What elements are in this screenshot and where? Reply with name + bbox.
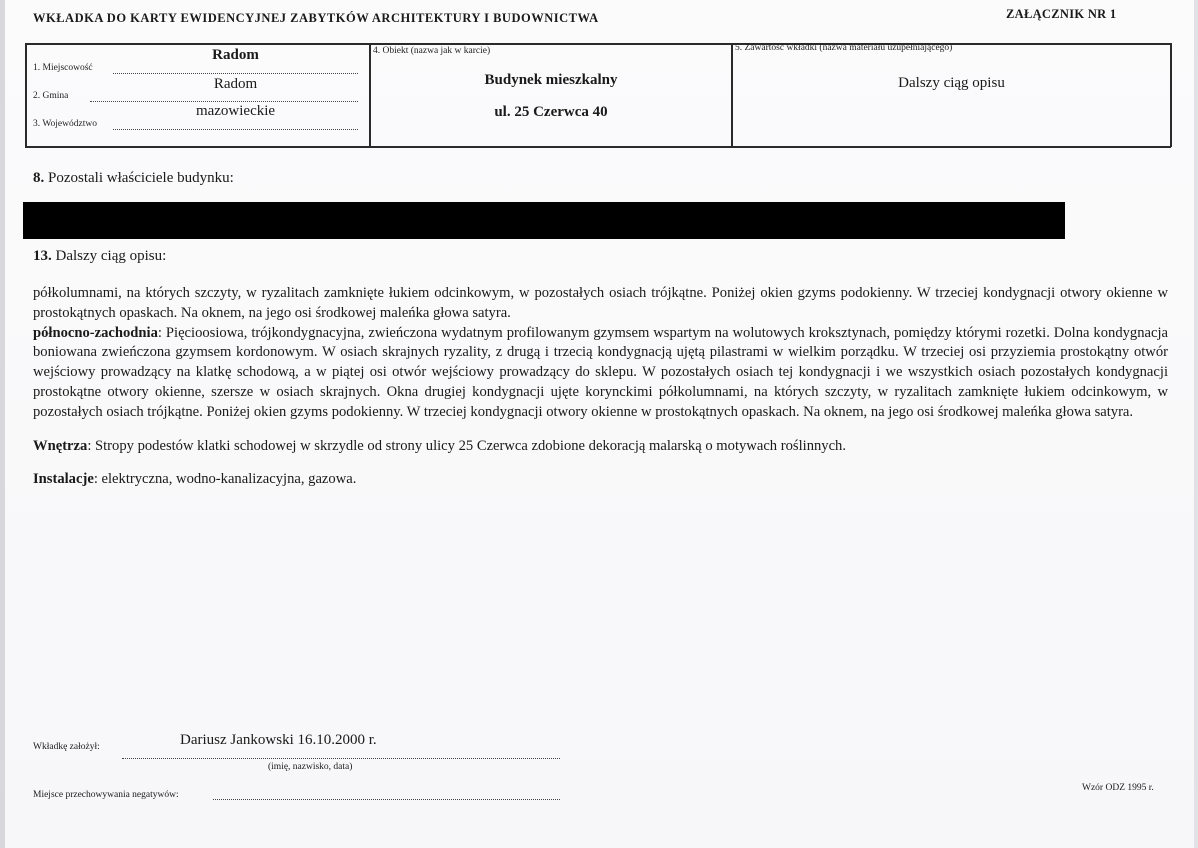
template-number: Wzór ODZ 1995 r.: [1082, 783, 1154, 793]
description-paragraph-1: półkolumnami, na których szczyty, w ryzalitach zamknięte łukiem odcinkowym, w pozostałych osiach trójkątne. Poniżej okien gzyms podokienny. W trzeciej kondygnacji otwory okienne w prostokątnych opaskach. Na oknem, na jego osi środkowej maleńka głowa satyra.: [33, 285, 1168, 321]
description-paragraph-interiors: [33, 437, 1168, 457]
installations-text: : elektryczna, wodno-kanalizacyjna, gazowa.: [93, 471, 357, 488]
section-8-label: Pozostali właściciele budynku:: [44, 170, 234, 186]
description-paragraph-installations: [33, 470, 1168, 490]
description-body: [33, 284, 1168, 490]
box-bottom-line: [25, 146, 1171, 148]
box-right-line: [1170, 43, 1172, 147]
locality-dotted-line: [113, 73, 358, 74]
contents-value: Dalszy ciąg opisu: [898, 75, 1005, 91]
object-name: Budynek mieszkalny: [484, 72, 618, 88]
locality-value: Radom: [212, 47, 259, 63]
section-8-number: 8.: [33, 170, 45, 186]
facade-heading: północno-zachodnia: [33, 324, 158, 341]
box-divider-1: [369, 43, 371, 147]
section-13-label: Dalszy ciąg opisu:: [51, 248, 167, 264]
author-dotted-line: [122, 758, 560, 759]
installations-heading: Instalacje: [33, 471, 94, 488]
object-address: ul. 25 Czerwca 40: [494, 104, 608, 120]
voivodeship-dotted-line: [113, 129, 358, 130]
author-value: Dariusz Jankowski 16.10.2000 r.: [180, 732, 377, 748]
box-divider-2: [731, 43, 733, 147]
contents-label: 5. Zawartość wkładki (nazwa materiału uzupełniającego): [735, 43, 953, 53]
section-8-heading: [33, 170, 234, 187]
section-13-number: 13.: [33, 248, 52, 264]
interiors-text: : Stropy podestów klatki schodowej w skrzydle od strony ulicy 25 Czerwca zdobione dekoracją malarską o motywach roślinnych.: [87, 437, 847, 454]
scan-edge-left: [0, 0, 5, 848]
redaction-bar: [23, 202, 1065, 239]
voivodeship-value: mazowieckie: [195, 103, 276, 119]
object-label: 4. Obiekt (nazwa jak w karcie): [373, 46, 491, 56]
author-label: Wkładkę założył:: [33, 742, 100, 752]
scan-edge-right: [1194, 0, 1198, 848]
box-top-line: [25, 43, 1171, 45]
locality-label: 1. Miejscowość: [33, 63, 93, 73]
annex-number: ZAŁĄCZNIK NR 1: [1006, 7, 1117, 21]
facade-text: : Pięcioosiowa, trójkondygnacyjna, zwieńczona wydatnym profilowanym gzymsem wspartym na wolutowych kroksztynach, pomiędzy którymi rozetki. Dolna kondygnacja boniowana zwieńczona gzymsem kordonowym. W osiach skrajnych ryzality, z drugą i trzecią kondygnacją ujętą pilastrami w wielkim porządku. W trzeciej osi przyziemia prostokątny otwór wejściowy prowadzący na klatkę schodową, a w piątej osi otwór wejściowy prowadzący do sklepu. W pozostałych osiach tej kondygnacji i we wszystkich osiach pozostałych kondygnacji prostokątne otwory okienne, szersze w osiach skrajnych. Okna drugiej kondygnacji ujęte korynckimi półkolumnami, na których szczyty, w ryzalitach zamknięte łukiem odcinkowym, w pozostałych osiach trójkątne. Poniżej okien gzyms podokienny. W trzeciej kondygnacji otwory okienne w prostokątnych opaskach. Na oknem, na jego osi środkowej maleńka głowa satyra.: [33, 324, 1168, 420]
author-hint: (imię, nazwisko, data): [268, 762, 353, 772]
storage-dotted-line: [213, 799, 560, 800]
commune-dotted-line: [90, 101, 358, 102]
section-13-heading: [33, 248, 166, 265]
commune-label: 2. Gmina: [33, 91, 69, 101]
commune-value: Radom: [213, 76, 258, 92]
box-left-line: [25, 43, 27, 147]
voivodeship-label: 3. Województwo: [33, 119, 97, 129]
form-title: WKŁADKA DO KARTY EWIDENCYJNEJ ZABYTKÓW ARCHITEKTURY I BUDOWNICTWA: [33, 11, 599, 25]
description-paragraph-2: [33, 324, 1168, 423]
storage-label: Miejsce przechowywania negatywów:: [33, 790, 179, 800]
interiors-heading: Wnętrza: [33, 437, 88, 454]
